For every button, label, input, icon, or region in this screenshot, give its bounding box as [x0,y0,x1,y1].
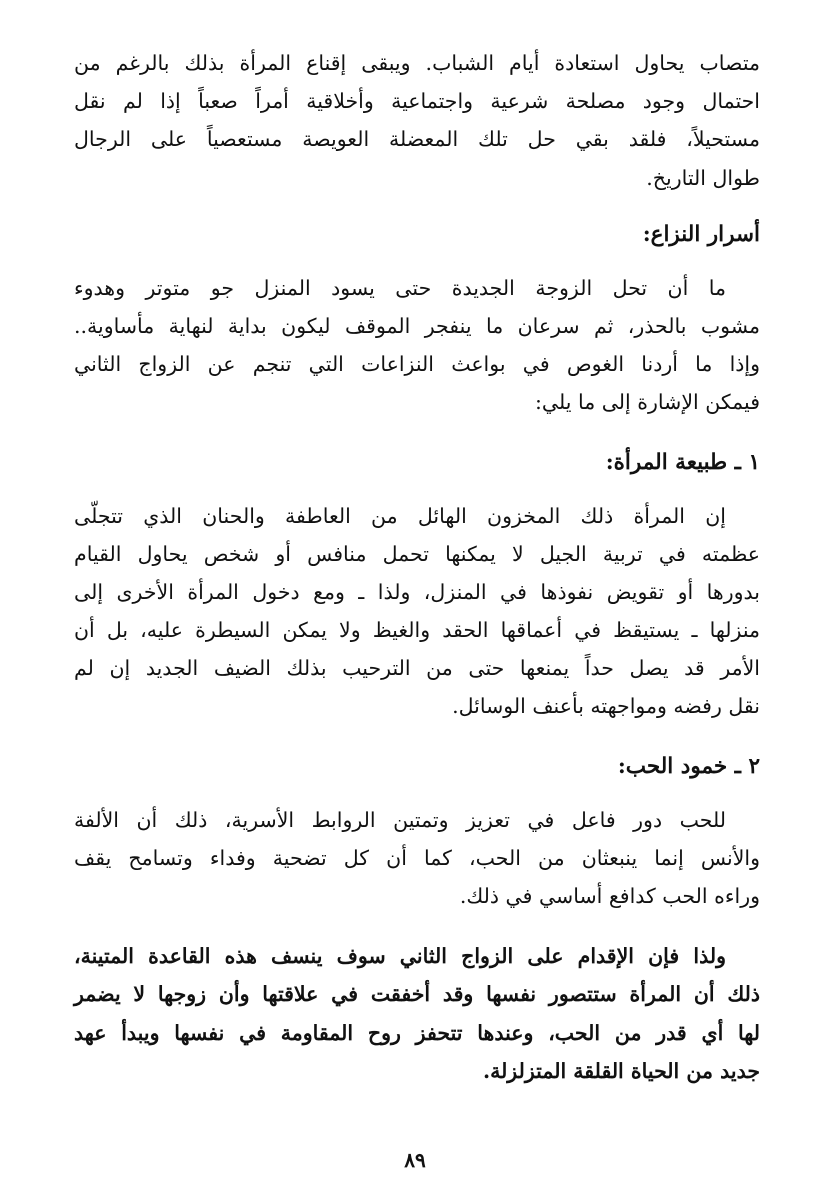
section-heading-conflict-secrets: أسرار النزاع: [642,221,760,247]
section-heading-woman-nature: ١ ـ طبيعة المرأة: [605,449,760,475]
text-line: إن المرأة ذلك المخزون الهائل من العاطفة والحنان الذي تتجلّى [74,503,726,528]
text-line: وراءه الحب كدافع أساسي في ذلك. [459,884,760,908]
text-line: نقل رفضه ومواجهته بأعنف الوسائل. [452,694,760,719]
text-line: احتمال وجود مصلحة شرعية واجتماعية وأخلاقية أمراً صعباً إذا لم نقل [74,89,760,114]
paragraph-bold-conclusion [74,937,760,1090]
page-number: ٨٩ [404,1148,426,1172]
text-line: ما أن تحل الزوجة الجديدة حتى يسود المنزل جو متوتر وهدوء [74,275,726,300]
text-line: لها أي قدر من الحب، وعندها تتحفز روح المقاومة في نفسها ويبدأ عهد [74,1020,760,1045]
text-line: مستحيلاً، فلقد بقي حل تلك المعضلة العويصة مستعصياً على الرجال [74,127,760,152]
text-line: وإذا ما أردنا الغوص في بواعث النزاعات التي تنجم عن الزواج الثاني [74,352,760,377]
paragraph-woman-nature [74,497,760,726]
text-line: متصاب يحاول استعادة أيام الشباب. ويبقى إقناع المرأة بذلك بالرغم من [74,51,760,75]
paragraph-love [74,801,760,916]
book-page-text [74,44,760,1090]
text-line: ذلك أن المرأة ستتصور نفسها وقد أخفقت في علاقتها وأن زوجها لا يضمر [74,982,760,1007]
paragraph-continuation [74,44,760,197]
text-line: الأمر قد يصل حداً يمنعها حتى من الترحيب بذلك الضيف الجديد إن لم [74,656,760,681]
paragraph-conflict [74,269,760,422]
text-line: بدورها أو تقويض نفوذها في المنزل، ولذا ـ ومع دخول المرأة الأخرى إلى [74,579,760,604]
text-line: والأنس إنما ينبعثان من الحب، كما أن كل تضحية وفداء وتسامح يقف [74,845,760,870]
text-line: ولذا فإن الإقدام على الزواج الثاني سوف ينسف هذه القاعدة المتينة، [74,944,726,969]
section-heading-love-fading: ٢ ـ خمود الحب: [617,753,760,779]
text-line: طوال التاريخ. [646,165,760,190]
text-line: للحب دور فاعل في تعزيز وتمتين الروابط الأسرية، ذلك أن الألفة [74,807,726,832]
text-line: جديد من الحياة القلقة المتزلزلة. [482,1058,760,1083]
text-line: عظمته في تربية الجيل لا يمكنها تحمل منافس أو شخص يحاول القيام [74,541,760,566]
text-line: فيمكن الإشارة إلى ما يلي: [534,390,760,415]
text-line: منزلها ـ يستيقظ في أعماقها الحقد والغيظ ولا يمكن السيطرة عليه، بل أن [74,618,760,643]
text-line: مشوب بالحذر، ثم سرعان ما ينفجر الموقف ليكون بداية لنهاية مأساوية.. [74,313,760,338]
